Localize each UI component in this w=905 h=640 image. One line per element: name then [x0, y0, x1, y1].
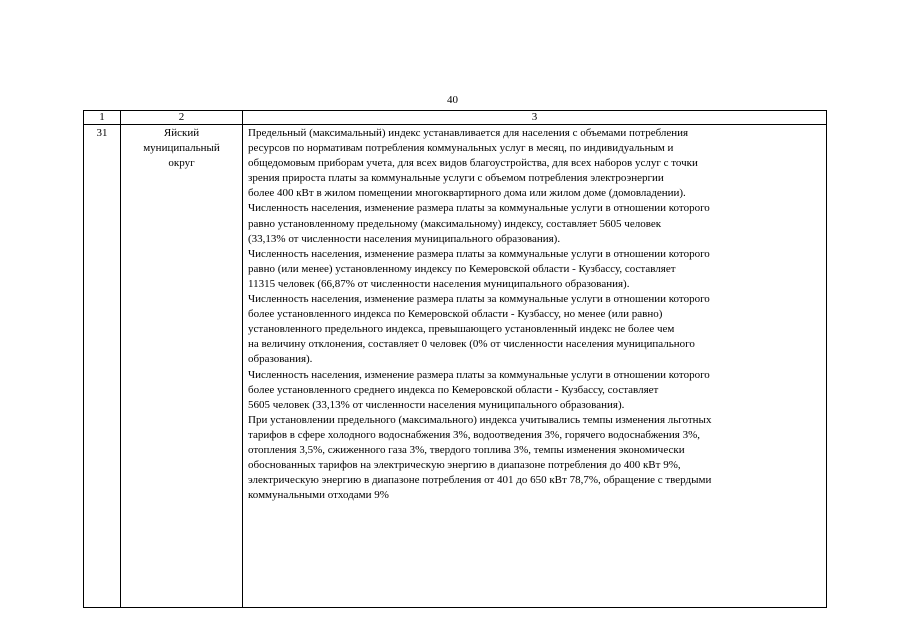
description-line: ресурсов по нормативам потребления коммунальных услуг в месяц, по индивидуальным и	[248, 142, 674, 155]
description-line: 11315 человек (66,87% от численности населения муниципального образования).	[248, 277, 630, 290]
description-line: Предельный (максимальный) индекс устанавливается для населения с объемами потребления	[248, 127, 689, 139]
table-header-row	[84, 111, 827, 125]
description-line: Численность населения, изменение размера платы за коммунальные услуги в отношении которого	[248, 247, 710, 260]
description-line: Численность населения, изменение размера платы за коммунальные услуги в отношении которого	[248, 293, 710, 306]
description-line: зрения прироста платы за коммунальные услуги с объемом потребления электроэнергии	[248, 172, 664, 185]
header-cell-3: 3	[243, 111, 827, 125]
row-number: 31	[84, 125, 121, 608]
description-line: При установлении предельного (максимального) индекса учитывались темпы изменения льготных	[248, 413, 712, 426]
description-line: более установленного среднего индекса по Кемеровской области - Кузбассу, составляет	[248, 383, 659, 396]
table-row	[84, 125, 827, 608]
description-line: равно установленному предельному (максимальному) индексу, составляет 5605 человек	[248, 217, 662, 230]
header-cell-1: 1	[84, 111, 121, 125]
municipality-name	[121, 125, 243, 608]
description-line: установленного предельного индекса, превышающего установленный индекс не более чем	[248, 323, 675, 336]
description-line: коммунальными отходами 9%	[248, 489, 389, 502]
description-line: Численность населения, изменение размера платы за коммунальные услуги в отношении которого	[248, 202, 710, 215]
description-line: электрическую энергию в диапазоне потребления от 401 до 650 кВт 78,7%, обращение с твердыми	[248, 474, 712, 487]
description-line: тарифов в сфере холодного водоснабжения 3%, водоотведения 3%, горячего водоснабжения 3%,	[248, 428, 701, 441]
description-line: Численность населения, изменение размера платы за коммунальные услуги в отношении которого	[248, 368, 710, 381]
description-line: обоснованных тарифов на электрическую энергию в диапазоне потребления до 400 кВт 9%,	[248, 459, 681, 472]
page-number: 40	[447, 94, 458, 106]
description-line: (33,13% от численности населения муниципального образования).	[248, 232, 561, 245]
header-cell-2: 2	[121, 111, 243, 125]
description-line: на величину отклонения, составляет 0 человек (0% от численности населения муниципального	[248, 338, 695, 351]
description-line: 5605 человек (33,13% от численности населения муниципального образования).	[248, 398, 625, 411]
municipality-name-line: округ	[168, 157, 195, 169]
description-line: общедомовым приборам учета, для всех видов благоустройства, для всех наборов услуг с точки	[248, 157, 698, 170]
description-line: более 400 кВт в жилом помещении многоквартирного дома или жилом доме (домовладении).	[248, 187, 686, 200]
description-line: образования).	[248, 353, 313, 366]
description-line: более установленного индекса по Кемеровской области - Кузбассу, но менее (или равно)	[248, 308, 663, 321]
municipality-name-line: Яйский	[163, 127, 200, 139]
description-text	[243, 125, 827, 608]
municipality-name-line: муниципальный	[143, 142, 220, 154]
indices-table	[83, 110, 827, 608]
description-line: отопления 3,5%, сжиженного газа 3%, твердого топлива 3%, темпы изменения экономически	[248, 443, 685, 456]
description-line: равно (или менее) установленному индексу по Кемеровской области - Кузбассу, составляет	[248, 262, 676, 275]
